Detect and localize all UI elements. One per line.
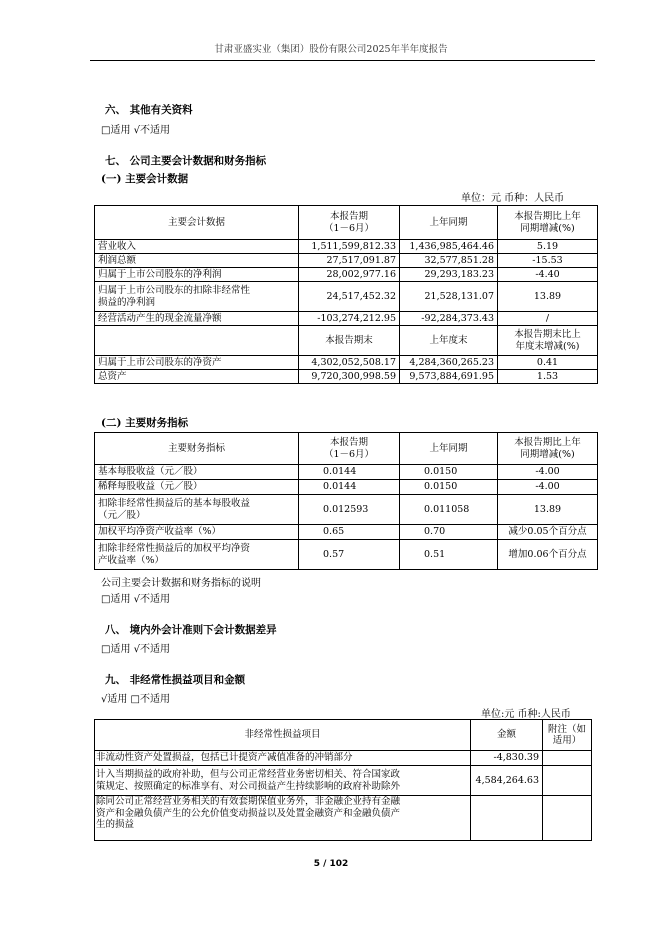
row-label: 加权平均净资产收益率（%） [95,525,299,540]
table-row [95,268,598,282]
cell-value: 4,302,052,508.17 [299,356,400,370]
row-label: 营业收入 [95,240,299,254]
row-label: 归属于上市公司股东的净资产 [95,356,299,370]
row-label: 归属于上市公司股东的扣除非经常性 损益的净利润 [95,282,299,312]
row-label: 利润总额 [95,254,299,268]
cell-value: 0.57 [299,540,400,570]
unit-currency-label: 单位:元 币种:人民币 [481,709,571,720]
row-label: 除同公司正常经营业务相关的有效套期保值业务外，非金融企业持有金融 资产和金融负债产生的公允价值变动损益以及处置金融资产和金融负债产 生的损益 [95,796,471,841]
cell-value: 28,002,977.16 [299,268,400,282]
cell-value: 0.0150 [400,465,498,480]
cell-value: 0.0150 [400,480,498,495]
section-9-option: √适用 □不适用 [101,694,170,705]
section-6-title: 六、 其他有关资料 [105,104,193,116]
header-rule [90,60,595,61]
row-label: 扣除非经常性损益后的加权平均净资 产收益率（%） [95,540,299,570]
table-row [95,480,598,495]
table-row [95,495,598,525]
section-8-title: 八、 境内外会计准则下会计数据差异 [105,624,277,636]
section-6-option: □适用 √不适用 [101,125,170,136]
cell-value: 9,573,884,691.95 [400,370,498,384]
table-row [95,282,598,312]
cell-value: 减少0.05个百分点 [498,525,598,540]
row-label: 归属于上市公司股东的净利润 [95,268,299,282]
row-label: 非流动性资产处置损益，包括已计提资产减值准备的冲销部分 [95,751,471,766]
main-financial-indicators-table [94,432,598,570]
header-cell: 本报告期 （1－6月） [299,433,400,465]
header-cell: 本报告期比上年 同期增减(%) [498,433,598,465]
table-row [95,751,592,766]
section-9-title: 九、 非经常性损益项目和金额 [105,674,246,686]
cell-value: 4,584,264.63 [471,766,543,796]
subsection-2-title: (二) 主要财务指标 [101,417,189,429]
cell-value: 32,577,851.28 [400,254,498,268]
cell-value: 13.89 [498,495,598,525]
header-cell: 非经常性损益项目 [95,720,471,751]
table-row [95,240,598,254]
cell-value: 0.65 [299,525,400,540]
cell-value [543,796,592,841]
row-label: 计入当期损益的政府补助，但与公司正常经营业务密切相关、符合国家政 策规定、按照确定的标准享有、对公司损益产生持续影响的政府补助除外 [95,766,471,796]
cell-value: 0.011058 [400,495,498,525]
cell-value: 0.70 [400,525,498,540]
cell-value: -103,274,212.95 [299,312,400,326]
cell-value: -4.00 [498,480,598,495]
table-subheader-row [95,326,598,356]
cell-value: 0.51 [400,540,498,570]
row-label: 总资产 [95,370,299,384]
cell-value: 0.41 [498,356,598,370]
non-recurring-items-table [94,719,592,841]
subsection-1-title: (一) 主要会计数据 [101,173,189,185]
table-row [95,356,598,370]
header-cell: 本报告期 （1－6月） [299,206,400,240]
cell-value: -15.53 [498,254,598,268]
cell-value: 0.012593 [299,495,400,525]
table-row [95,525,598,540]
cell-value: 4,284,360,265.23 [400,356,498,370]
table-header-row [95,433,598,465]
cell-value: -92,284,373.43 [400,312,498,326]
cell-value: 29,293,183.23 [400,268,498,282]
cell-value: 增加0.06个百分点 [498,540,598,570]
cell-value [543,766,592,796]
cell-value: 21,528,131.07 [400,282,498,312]
cell-value: 27,517,091.87 [299,254,400,268]
page-header: 甘肃亚盛实业（集团）股份有限公司2025年半年度报告 [214,44,448,55]
header-cell: 本报告期末比上 年度末增减(%) [498,326,598,356]
table-header-row [95,206,598,240]
cell-value: -4,830.39 [471,751,543,766]
row-label: 经营活动产生的现金流量净额 [95,312,299,326]
header-cell: 主要财务指标 [95,433,299,465]
header-cell: 金额 [471,720,543,751]
cell-value: 0.0144 [299,465,400,480]
table-row [95,540,598,570]
table-row [95,370,598,384]
cell-value: 1.53 [498,370,598,384]
header-cell: 上年同期 [400,206,498,240]
section-8-option: □适用 √不适用 [101,644,170,655]
cell-value: 1,436,985,464.46 [400,240,498,254]
cell-value: 13.89 [498,282,598,312]
cell-value: 5.19 [498,240,598,254]
cell-value [471,796,543,841]
table-row [95,766,592,796]
header-cell: 附注（如 适用） [543,720,592,751]
table-row [95,312,598,326]
cell-value: 1,511,599,812.33 [299,240,400,254]
header-cell: 本报告期末 [299,326,400,356]
row-label: 扣除非经常性损益后的基本每股收益 （元／股） [95,495,299,525]
page-number: 5 / 102 [313,859,349,869]
unit-currency-label: 单位：元 币种：人民币 [461,193,565,204]
cell-value: -4.00 [498,465,598,480]
table-header-row [95,720,592,751]
cell-value: -4.40 [498,268,598,282]
table-row [95,465,598,480]
cell-value [543,751,592,766]
header-cell: 上年度末 [400,326,498,356]
header-cell [95,326,299,356]
table-row [95,796,592,841]
header-cell: 上年同期 [400,433,498,465]
header-cell: 主要会计数据 [95,206,299,240]
header-cell: 本报告期比上年 同期增减(%) [498,206,598,240]
table-row [95,254,598,268]
cell-value: 24,517,452.32 [299,282,400,312]
indicators-note-option: □适用 √不适用 [101,594,170,605]
cell-value: 0.0144 [299,480,400,495]
main-accounting-data-table [94,205,598,384]
indicators-note: 公司主要会计数据和财务指标的说明 [101,578,261,589]
section-7-title: 七、 公司主要会计数据和财务指标 [105,155,267,167]
cell-value: / [498,312,598,326]
row-label: 稀释每股收益（元／股） [95,480,299,495]
row-label: 基本每股收益（元／股） [95,465,299,480]
cell-value: 9,720,300,998.59 [299,370,400,384]
